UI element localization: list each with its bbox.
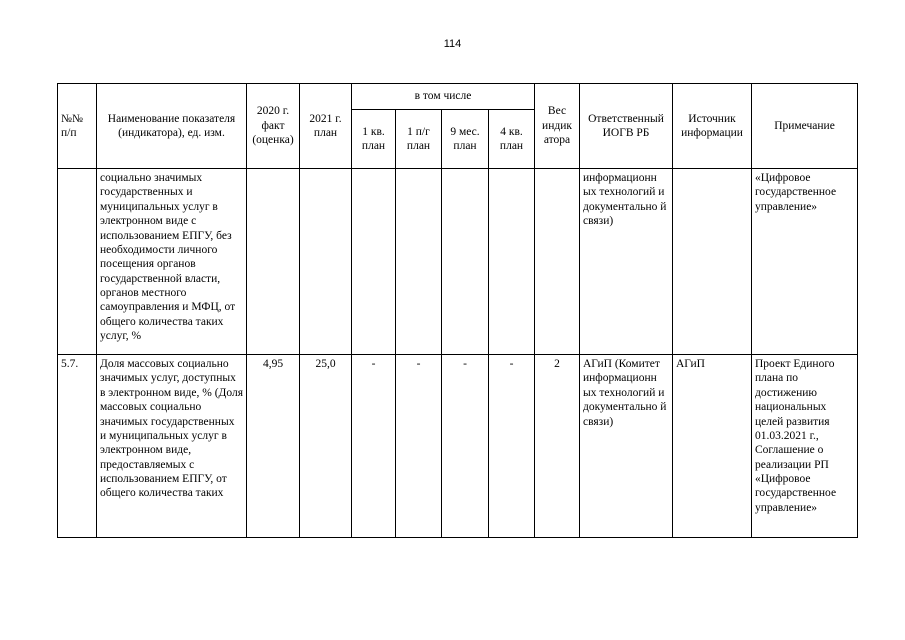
cell-indicator-name: социально значимых государственных и муниципальных услуг в электронном виде с использованием ЕПГУ, без необходимости личного посещения органов государственной власти, органов местного самоуправления и МФЦ, от общего количества таких услуг, % [97, 169, 247, 355]
header-h1-plan: 1 п/г план [396, 110, 442, 169]
cell-indicator-name: Доля массовых социально значимых услуг, доступных в электронном виде, % (Доля массовых социально значимых государственных и муниципальных услуг в электронном виде, предоставляемых с использованием ЕПГУ, от общего количества таких [97, 355, 247, 538]
cell-fact-2020 [247, 169, 300, 355]
header-9m-plan: 9 мес. план [442, 110, 489, 169]
cell-note: Проект Единого плана по достижению национальных целей развития 01.03.2021 г., Соглашение о реализации РП «Цифровое государственное управление» [752, 355, 858, 538]
header-indicator-name: Наименование показателя (индикатора), ед. изм. [97, 84, 247, 169]
header-q4-plan: 4 кв. план [489, 110, 535, 169]
header-fact-2020: 2020 г. факт (оценка) [247, 84, 300, 169]
header-note: Примечание [752, 84, 858, 169]
header-weight: Вес индик атора [535, 84, 580, 169]
cell-plan-2021: 25,0 [300, 355, 352, 538]
cell-source [673, 169, 752, 355]
header-source: Источник информации [673, 84, 752, 169]
table-row [58, 169, 858, 355]
cell-fact-2020: 4,95 [247, 355, 300, 538]
table-row [58, 355, 858, 538]
cell-h1-plan [396, 169, 442, 355]
cell-q4-plan [489, 169, 535, 355]
cell-plan-2021 [300, 169, 352, 355]
cell-num: 5.7. [58, 355, 97, 538]
header-q1-plan: 1 кв. план [352, 110, 396, 169]
cell-q1-plan: - [352, 355, 396, 538]
cell-h1-plan: - [396, 355, 442, 538]
indicators-table [57, 83, 858, 538]
table-header [58, 84, 858, 169]
page-number: 114 [443, 38, 462, 50]
header-including: в том числе [352, 84, 535, 110]
cell-responsible: информационн ых технологий и документально й связи) [580, 169, 673, 355]
header-num: №№ п/п [58, 84, 97, 169]
header-responsible: Ответственный ИОГВ РБ [580, 84, 673, 169]
cell-note: «Цифровое государственное управление» [752, 169, 858, 355]
cell-source: АГиП [673, 355, 752, 538]
cell-responsible: АГиП (Комитет информационн ых технологий и документально й связи) [580, 355, 673, 538]
cell-9m-plan [442, 169, 489, 355]
cell-q4-plan: - [489, 355, 535, 538]
cell-weight [535, 169, 580, 355]
cell-weight: 2 [535, 355, 580, 538]
cell-9m-plan: - [442, 355, 489, 538]
cell-q1-plan [352, 169, 396, 355]
table-body [58, 169, 858, 538]
cell-num [58, 169, 97, 355]
header-plan-2021: 2021 г. план [300, 84, 352, 169]
